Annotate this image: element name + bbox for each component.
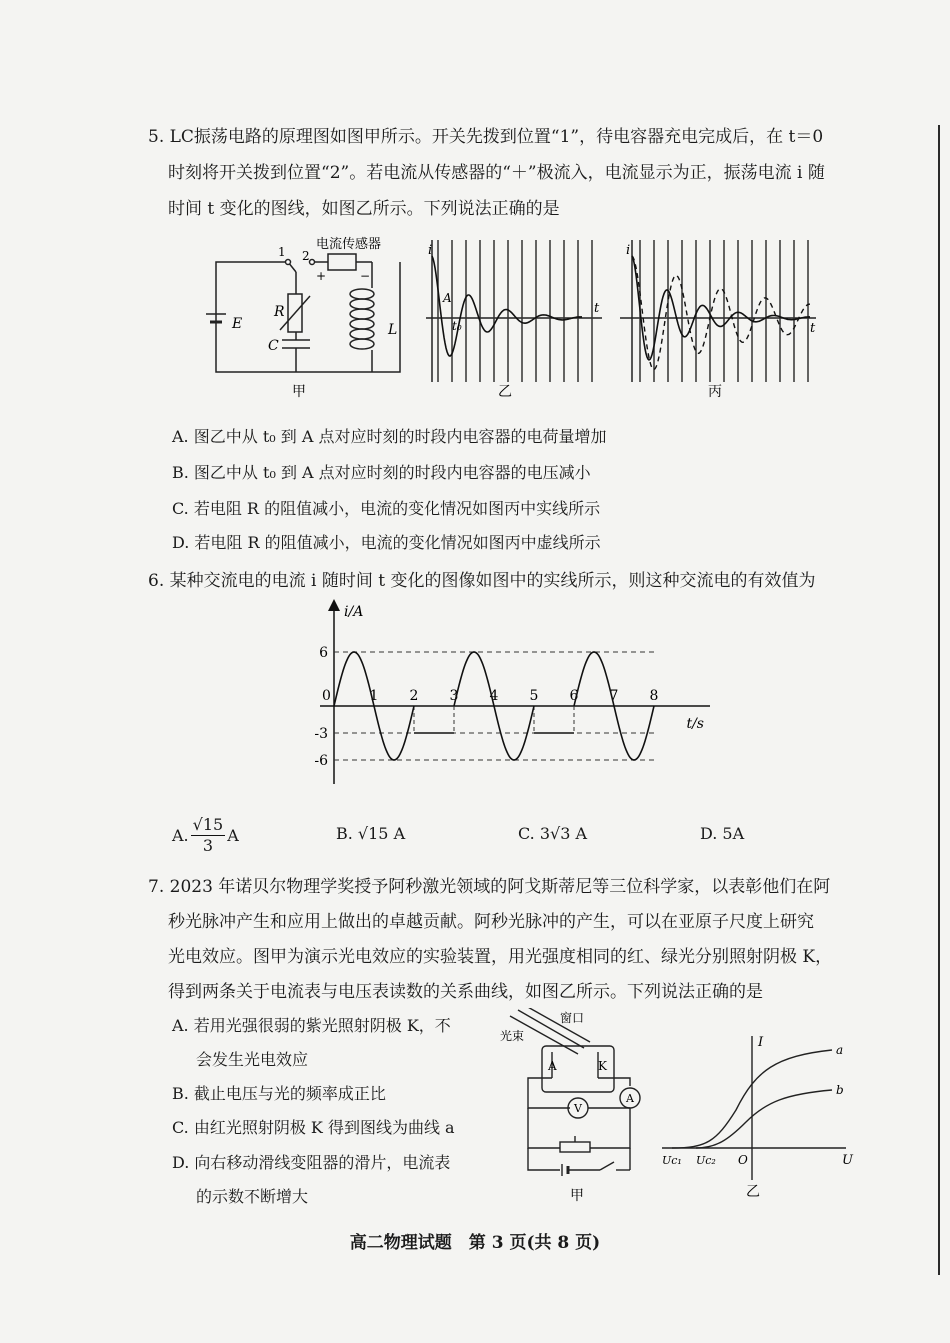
q7-figure-yi-label: 乙	[746, 1184, 760, 1200]
q6-origin-label: 0	[322, 688, 331, 704]
q6-y-tick-label: -3	[314, 726, 328, 742]
q7-line-4: 得到两条关于电流表与电压表读数的关系曲线，如图乙所示。下列说法正确的是	[168, 982, 763, 1002]
q7-option-a-line1: A. 若用光强很弱的紫光照射阴极 K，不	[172, 1016, 451, 1035]
q5-option-b: B. 图乙中从 t₀ 到 A 点对应时刻的时段内电容器的电压减小	[172, 463, 591, 482]
q7-figure-jia-label: 甲	[570, 1188, 584, 1204]
graph-bing	[620, 240, 816, 382]
cathode-K-label: K	[598, 1059, 607, 1073]
q7-curve-a-label: a	[836, 1043, 844, 1057]
q6-x-tick-label: 7	[609, 688, 619, 704]
yi-t0-label: t₀	[452, 319, 462, 333]
voltmeter-label: V	[574, 1102, 582, 1115]
yi-point-A-label: A	[443, 291, 452, 305]
q5-line-1: 5. LC振荡电路的原理图如图甲所示。开关先拨到位置“1”，待电容器充电完成后，在 t＝0	[148, 127, 824, 147]
q7-curve-b-label: b	[836, 1083, 844, 1097]
q7-photoelectric-apparatus	[500, 1008, 650, 1208]
q5-figures	[200, 232, 820, 412]
q7-Ucb-label: Uc₁	[662, 1154, 682, 1167]
q7-line-2: 秒光脉冲产生和应用上做出的卓越贡献。阿秒光脉冲的产生，可以在亚原子尺度上研究	[168, 912, 814, 932]
bing-t-axis-label: t	[810, 321, 816, 336]
figure-jia-label: 甲	[292, 384, 306, 400]
q5-line-3: 时间 t 变化的图线，如图乙所示。下列说法正确的是	[168, 199, 560, 219]
bing-i-axis-label: i	[626, 243, 631, 258]
q7-option-a-line2: 会发生光电效应	[196, 1050, 309, 1069]
graph-yi	[426, 240, 602, 382]
q7-Uca-label: Uc₂	[696, 1154, 716, 1167]
q6-x-tick-label: 4	[489, 688, 499, 704]
q5-option-c: C. 若电阻 R 的阻值减小，电流的变化情况如图丙中实线所示	[172, 499, 601, 518]
q6-option-a-unit: A	[227, 826, 239, 845]
sensor-label: 电流传感器	[316, 237, 382, 252]
q7-option-b: B. 截止电压与光的频率成正比	[172, 1084, 386, 1103]
q6-y-tick-label: -6	[314, 753, 328, 769]
q6-option-a-denominator: 3	[202, 836, 214, 855]
q7-U-axis-label: U	[842, 1153, 853, 1168]
q6-x-tick-label: 2	[409, 688, 419, 704]
window-label: 窗口	[560, 1011, 585, 1025]
q6-x-tick-label: 1	[369, 688, 379, 704]
q6-x-tick-label: 6	[569, 688, 579, 704]
yi-i-axis-label: i	[428, 243, 433, 258]
q6-option-c: C. 3√3 A	[518, 824, 588, 843]
switch-pos1-label: 1	[278, 245, 286, 259]
q6-y-tick-label: 6	[319, 645, 328, 661]
lc-circuit-diagram	[206, 254, 400, 372]
yi-t-axis-label: t	[594, 301, 600, 316]
q6-text: 6. 某种交流电的电流 i 随时间 t 变化的图像如图中的实线所示，则这种交流电的有效值为	[148, 571, 816, 591]
q6-x-axis-label: t/s	[686, 716, 704, 732]
curve-b	[696, 1090, 832, 1148]
q6-option-a-prefix: A.	[172, 826, 189, 845]
sensor-plus-label: +	[316, 269, 327, 283]
q6-option-b: B. √15 A	[336, 824, 406, 843]
q7-line-3: 光电效应。图甲为演示光电效应的实验装置，用光强度相同的红、绿光分别照射阴极 K，	[168, 947, 833, 967]
q6-x-tick-label: 5	[529, 688, 539, 704]
battery-E-label: E	[232, 316, 243, 332]
q7-I-axis-label: I	[758, 1035, 764, 1050]
scan-edge-line	[938, 125, 940, 1275]
q7-option-c: C. 由红光照射阴极 K 得到图线为曲线 a	[172, 1118, 455, 1137]
ammeter-label: A	[626, 1092, 634, 1105]
inductor-L-label: L	[388, 322, 398, 338]
q6-option-a-fraction	[191, 815, 226, 856]
beam-label: 光束	[500, 1029, 525, 1043]
page-footer: 高二物理试题 第 3 页(共 8 页)	[349, 1233, 601, 1253]
sensor-minus-label: −	[360, 269, 371, 283]
anode-A-label: A	[548, 1059, 557, 1073]
q6-ac-current-chart	[300, 596, 720, 792]
q7-iu-graph	[656, 1030, 856, 1200]
figure-bing-label: 丙	[708, 384, 722, 400]
q5-option-d: D. 若电阻 R 的阻值减小，电流的变化情况如图丙中虚线所示	[172, 533, 601, 552]
q7-line-1: 7. 2023 年诺贝尔物理学奖授予阿秒激光领域的阿戈斯蒂尼等三位科学家，以表彰他们在阿	[148, 877, 831, 897]
capacitor-C-label: C	[268, 338, 279, 354]
q7-option-d-line2: 的示数不断增大	[196, 1187, 309, 1206]
figure-yi-label: 乙	[498, 384, 512, 400]
q7-option-d-line1: D. 向右移动滑线变阻器的滑片，电流表	[172, 1153, 451, 1172]
q6-option-a	[172, 815, 239, 856]
q6-x-tick-label: 3	[449, 688, 459, 704]
q5-option-a: A. 图乙中从 t₀ 到 A 点对应时刻的时段内电容器的电荷量增加	[172, 427, 607, 446]
q6-option-a-numerator: √15	[192, 815, 224, 834]
switch-pos2-label: 2	[302, 249, 310, 263]
q7-origin-label: O	[738, 1153, 748, 1167]
q6-option-d: D. 5A	[700, 824, 745, 843]
q5-line-2: 时刻将开关拨到位置“2”。若电流从传感器的“＋”极流入，电流显示为正，振荡电流 i 随	[168, 163, 825, 183]
q6-x-tick-label: 8	[649, 688, 659, 704]
q6-y-axis-label: i/A	[344, 604, 364, 620]
resistor-R-label: R	[274, 304, 285, 320]
